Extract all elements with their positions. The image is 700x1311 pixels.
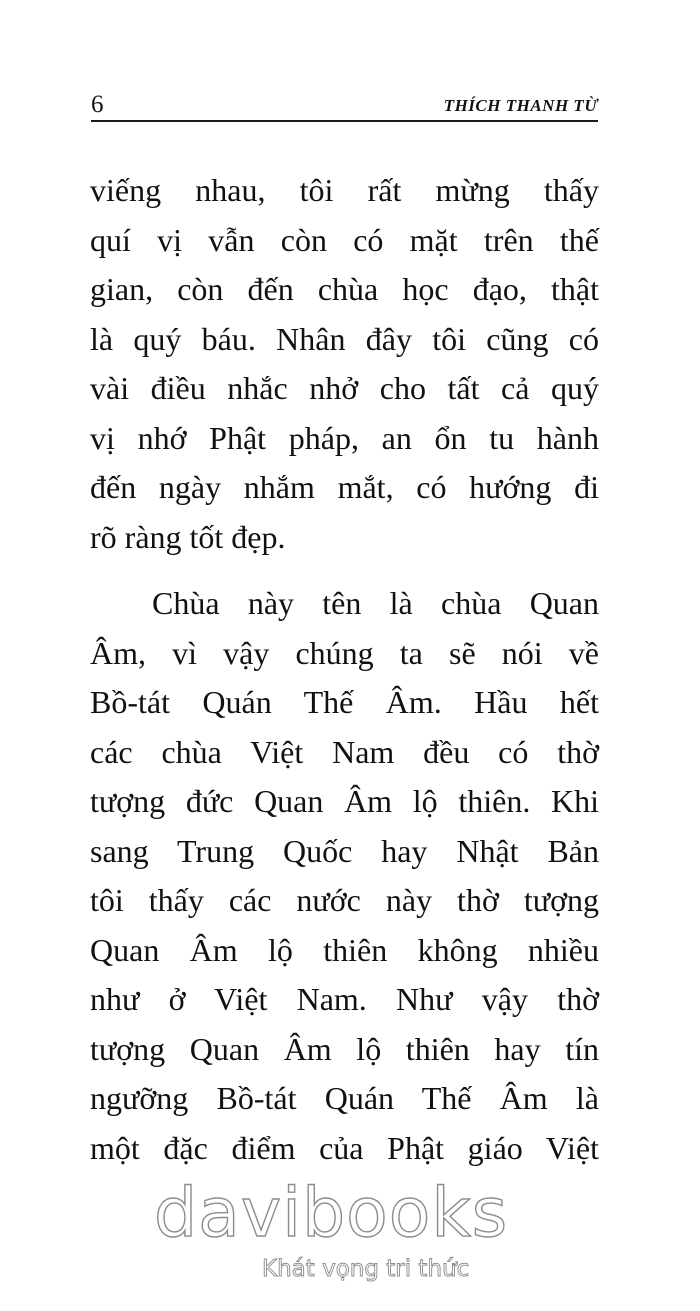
text-line: là quý báu. Nhân đây tôi cũng có (90, 320, 599, 357)
text-line: vị nhớ Phật pháp, an ổn tu hành (90, 419, 599, 456)
text-line: Âm, vì vậy chúng ta sẽ nói về (90, 634, 599, 671)
text-line: Chùa này tên là chùa Quan (152, 585, 599, 621)
text-line: quí vị vẫn còn có mặt trên thế (90, 221, 599, 258)
watermark-brand: davibooks (154, 1174, 509, 1253)
text-line: rõ ràng tốt đẹp. (90, 518, 286, 555)
watermark-tagline: Khát vọng tri thức (262, 1256, 470, 1282)
body-text (90, 166, 599, 1173)
text-line: gian, còn đến chùa học đạo, thật (90, 271, 599, 307)
text-line: Quan Âm lộ thiên không nhiều (90, 931, 599, 968)
text-line: tượng Quan Âm lộ thiên hay tín (90, 1030, 599, 1067)
text-line: ngưỡng Bồ-tát Quán Thế Âm là (90, 1080, 599, 1116)
text-line: một đặc điểm của Phật giáo Việt (90, 1129, 599, 1166)
davibooks-watermark (150, 1174, 550, 1305)
text-line: Bồ-tát Quán Thế Âm. Hầu hết (90, 684, 599, 720)
text-line: các chùa Việt Nam đều có thờ (90, 733, 599, 770)
page-number: 6 (91, 91, 104, 118)
paragraph-2 (90, 579, 599, 1173)
page-header (91, 86, 598, 122)
text-line: tượng đức Quan Âm lộ thiên. Khi (90, 783, 599, 819)
text-line: viếng nhau, tôi rất mừng thấy (90, 172, 599, 208)
text-line: vài điều nhắc nhở cho tất cả quý (90, 370, 599, 406)
running-title: THÍCH THANH TỪ (443, 96, 598, 115)
text-line: sang Trung Quốc hay Nhật Bản (90, 832, 599, 869)
text-line: như ở Việt Nam. Như vậy thờ (90, 981, 599, 1017)
text-line: tôi thấy các nước này thờ tượng (90, 882, 599, 918)
paragraph-1 (90, 166, 599, 562)
text-line: đến ngày nhắm mắt, có hướng đi (90, 469, 599, 505)
